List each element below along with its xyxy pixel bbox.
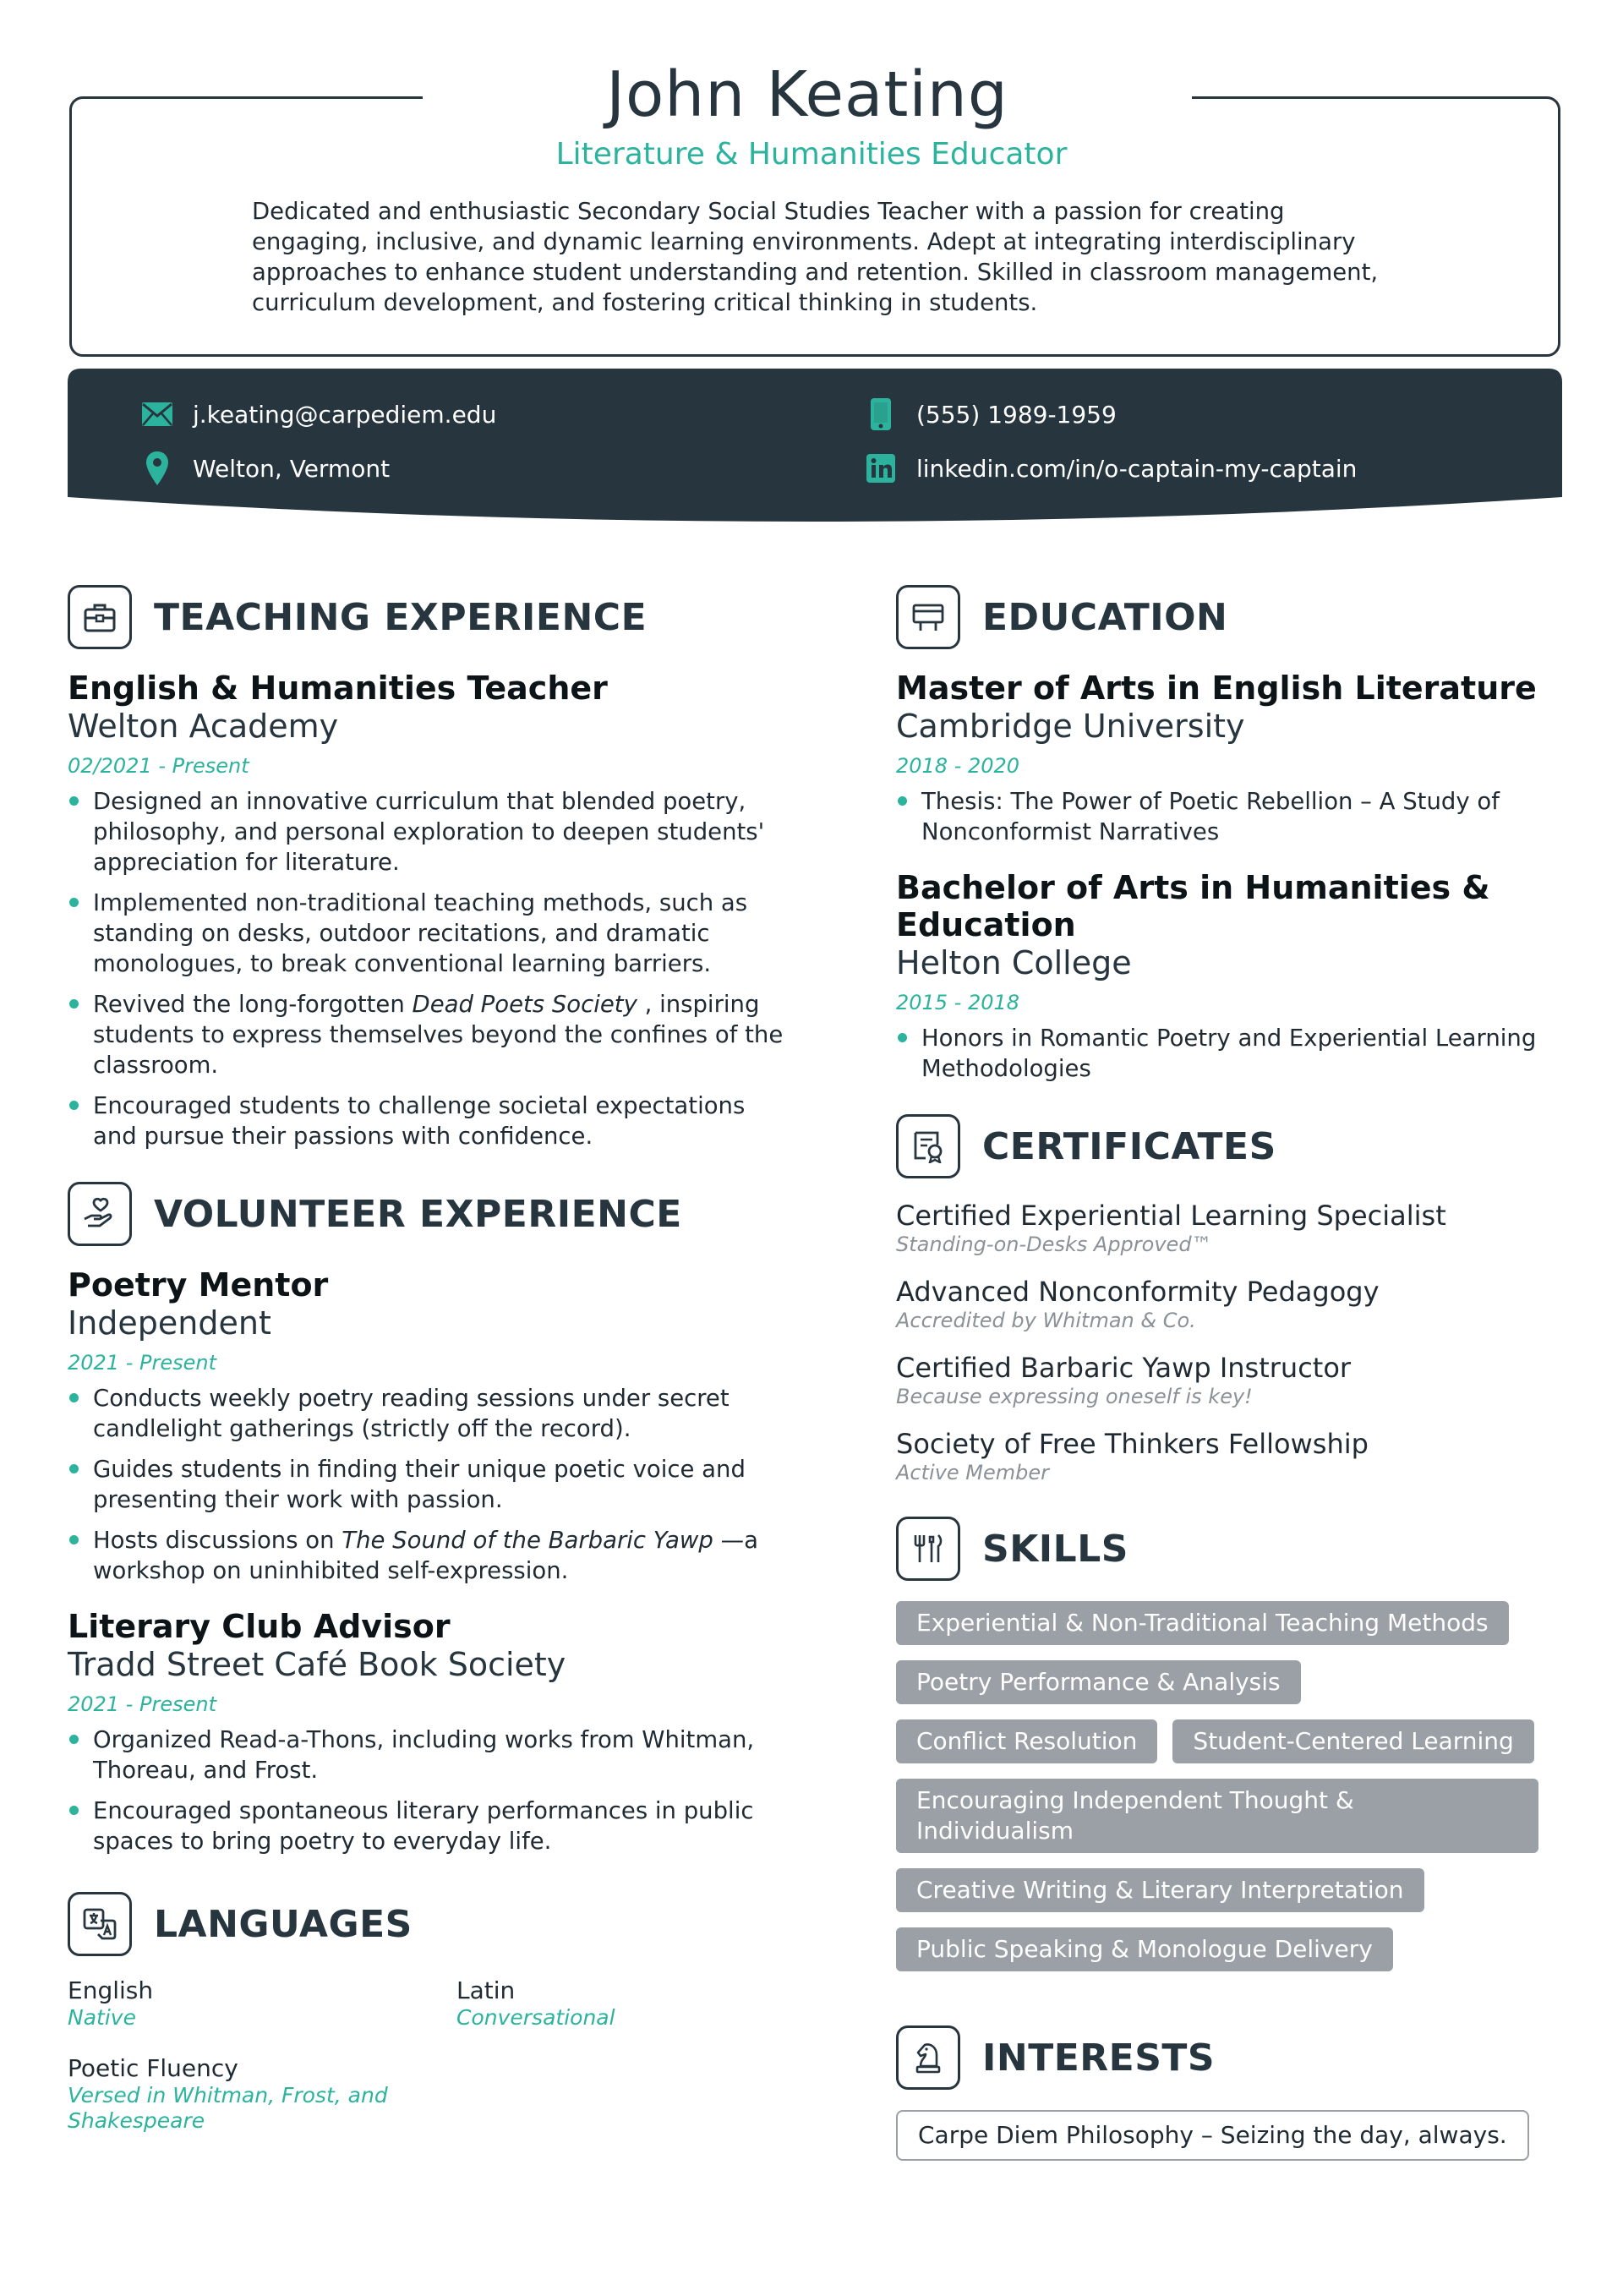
section-title: LANGUAGES [154,1902,413,1946]
job-title: Poetry Mentor [68,1266,329,1304]
bullet-item: Hosts discussions on The Sound of the Barbaric Yawp —a workshop on uninhibited self-expression. [68,1525,795,1586]
bullet-item: Guides students in finding their unique poetic voice and presenting their work with passion. [68,1454,795,1515]
job-organization: Independent [68,1304,271,1342]
contact-band [68,369,1562,543]
section-title: CERTIFICATES [982,1124,1276,1168]
graduation-board-icon [896,585,960,649]
certificate-issuer: Standing-on-Desks Approved™ [896,1233,1212,1256]
job-bullets [68,786,795,1151]
language-item [68,2054,406,2134]
job-entry [68,670,795,1151]
education-date: 2018 - 2020 [896,754,1020,778]
certificates-header [896,1112,1555,1180]
phone-icon [862,396,899,433]
language-name: English [68,1976,154,2004]
volunteer-experience-header [68,1180,795,1248]
bullet-item: Organized Read-a-Thons, including works from Whitman, Thoreau, and Frost. [68,1725,795,1785]
skill-tag: Public Speaking & Monologue Delivery [896,1927,1393,1971]
bullet-item: Encouraged students to challenge societal expectations and pursue their passions with confidence. [68,1091,795,1151]
contact-phone[interactable] [862,396,1117,433]
language-level: Native [68,2005,136,2030]
skill-tag: Conflict Resolution [896,1719,1157,1763]
school-name: Helton College [896,944,1132,981]
certificate-name: Certified Barbaric Yawp Instructor [896,1352,1352,1384]
teaching-experience-header [68,583,795,651]
job-entry [68,1266,795,1586]
bullet-item: Implemented non-traditional teaching methods, such as standing on desks, outdoor recitations, and dramatic monologues, to break conventional learning barriers. [68,888,795,979]
language-name: Poetic Fluency [68,2054,238,2082]
language-item [456,1976,710,2031]
contact-location [139,450,390,487]
skill-tag: Student-Centered Learning [1172,1719,1533,1763]
email-icon [139,396,176,433]
contact-linkedin[interactable] [862,450,1357,487]
certificate-issuer: Accredited by Whitman & Co. [896,1309,1196,1332]
certificate-name: Society of Free Thinkers Fellowship [896,1428,1369,1460]
degree-title: Master of Arts in English Literature [896,670,1537,707]
contact-email[interactable] [139,396,496,433]
location-text: Welton, Vermont [193,454,391,483]
profile-summary: Dedicated and enthusiastic Secondary Social Studies Teacher with a passion for creating engaging, inclusive, and dynamic learning environments. Adept at integrating interdisciplinary approaches to enhance student understanding and retention. Skilled in classroom management, curriculum development, and fostering critical thinking in students. [252,198,1379,316]
bullet-item: Thesis: The Power of Poetic Rebellion – A Study of Nonconformist Narratives [896,786,1555,847]
languages-header [68,1890,795,1958]
interest-tag: Carpe Diem Philosophy – Seizing the day, always. [896,2110,1529,2161]
bullet-item: Revived the long-forgotten Dead Poets Society , inspiring students to express themselves beyond the confines of the classroom. [68,989,795,1080]
language-item [68,1976,456,2031]
phone-text: (555) 1989-1959 [916,400,1117,429]
translate-icon [68,1892,132,1956]
certificate-item [896,1199,1555,1256]
candidate-name: John Keating [423,54,1192,135]
section-title: EDUCATION [982,595,1228,639]
job-organization: Tradd Street Café Book Society [68,1646,566,1683]
degree-title: Bachelor of Arts in Humanities & Education [896,869,1490,943]
job-date: 02/2021 - Present [68,754,249,778]
language-level: Conversational [456,2005,615,2030]
certificate-name: Certified Experiential Learning Specialist [896,1200,1446,1232]
certificate-item [896,1351,1555,1408]
left-column [68,583,795,2134]
briefcase-icon [68,585,132,649]
job-title: English & Humanities Teacher [68,670,608,707]
education-bullets [896,786,1555,847]
skills-list [896,1601,1538,1971]
email-text: j.keating@carpediem.edu [193,400,497,429]
job-date: 2021 - Present [68,1692,216,1716]
skills-header [896,1515,1555,1583]
society-name: Dead Poets Society [412,991,637,1018]
certificate-name: Advanced Nonconformity Pedagogy [896,1276,1380,1308]
chess-knight-icon [896,2025,960,2090]
education-header [896,583,1555,651]
job-bullets [68,1383,795,1586]
certificate-item [896,1275,1555,1332]
bullet-item: Conducts weekly poetry reading sessions under secret candlelight gatherings (strictly off the record). [68,1383,795,1444]
skill-tag: Creative Writing & Literary Interpretation [896,1868,1424,1912]
right-column [896,583,1555,2161]
bullet-item: Honors in Romantic Poetry and Experiential Learning Methodologies [896,1023,1555,1084]
skill-tag: Experiential & Non-Traditional Teaching Methods [896,1601,1509,1645]
language-name: Latin [456,1976,516,2004]
bullet-item: Encouraged spontaneous literary performances in public spaces to bring poetry to everyday life. [68,1796,795,1856]
workshop-name: The Sound of the Barbaric Yawp [342,1527,713,1554]
education-entry [896,670,1555,847]
job-entry [68,1608,795,1856]
language-level: Versed in Whitman, Frost, and Shakespeare [68,2083,388,2133]
linkedin-icon [862,450,899,487]
heart-hand-icon [68,1182,132,1246]
education-entry [896,869,1555,1084]
location-pin-icon [139,450,176,487]
job-title: Literary Club Advisor [68,1608,451,1645]
certificate-icon [896,1114,960,1178]
job-date: 2021 - Present [68,1351,216,1375]
candidate-role: Literature & Humanities Educator [555,137,1068,172]
section-title: VOLUNTEER EXPERIENCE [154,1192,682,1236]
job-organization: Welton Academy [68,708,339,745]
certificate-issuer: Active Member [896,1461,1050,1484]
education-bullets [896,1023,1555,1084]
certificate-issuer: Because expressing oneself is key! [896,1385,1253,1408]
linkedin-text: linkedin.com/in/o-captain-my-captain [916,454,1358,483]
skill-tag: Encouraging Independent Thought & Individualism [896,1779,1538,1853]
tools-icon [896,1517,960,1581]
skill-tag: Poetry Performance & Analysis [896,1660,1301,1704]
section-title: INTERESTS [982,2036,1216,2080]
school-name: Cambridge University [896,708,1245,745]
section-title: SKILLS [982,1527,1128,1571]
languages-list [68,1976,795,2134]
certificate-item [896,1427,1555,1484]
job-bullets [68,1725,795,1856]
bullet-item: Designed an innovative curriculum that blended poetry, philosophy, and personal exploration to deepen students' appreciation for literature. [68,786,795,877]
interests-header [896,2024,1555,2091]
education-date: 2015 - 2018 [896,991,1020,1014]
section-title: TEACHING EXPERIENCE [154,595,648,639]
